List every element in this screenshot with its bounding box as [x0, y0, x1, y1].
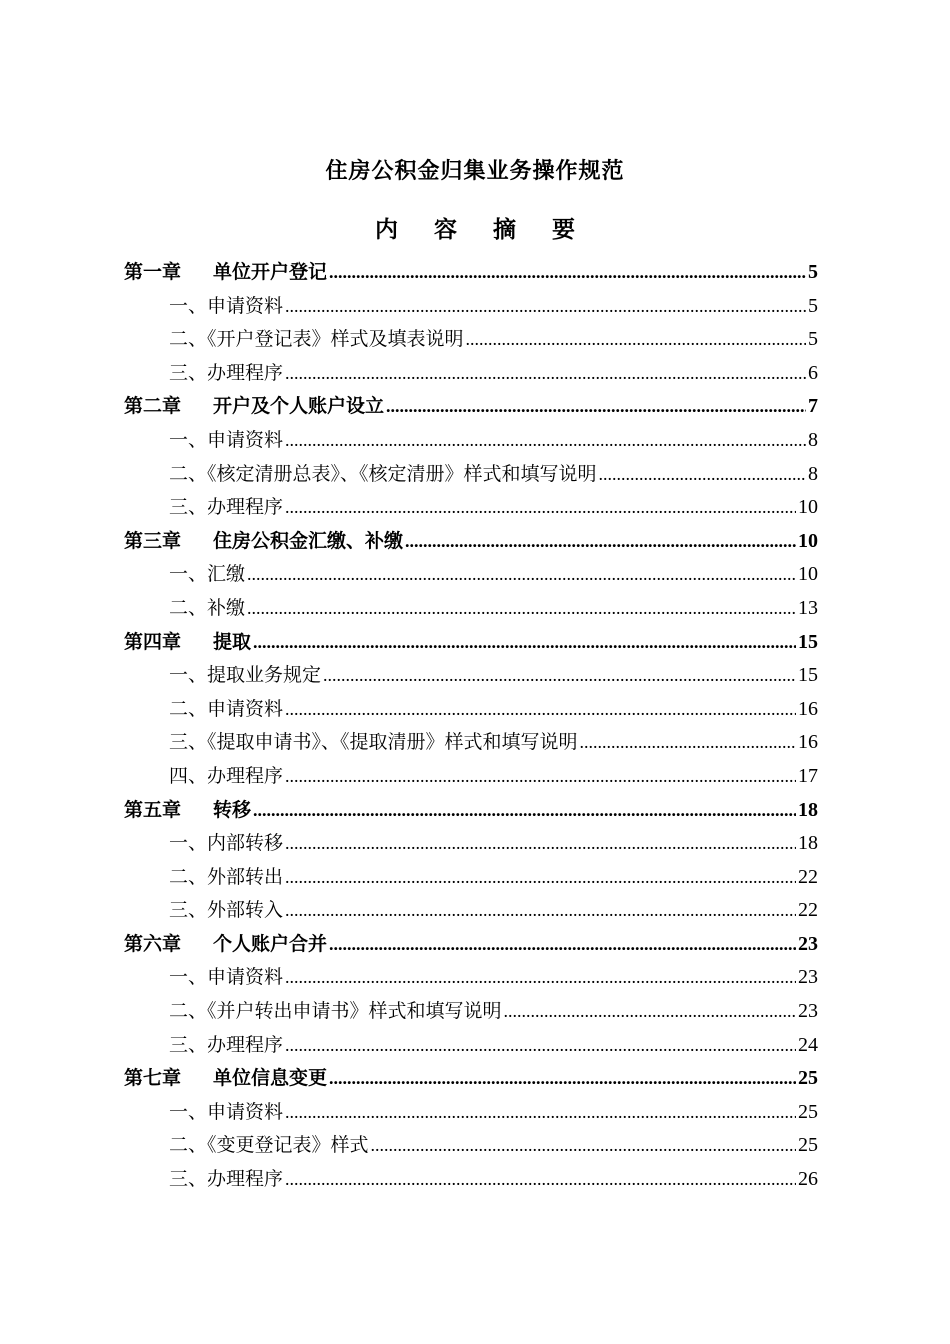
- toc-section-row[interactable]: [124, 491, 818, 525]
- toc-chapter-row[interactable]: [124, 390, 818, 424]
- toc-entry-title: 一、申请资料: [169, 294, 284, 317]
- toc-page-number: 24: [798, 1033, 818, 1056]
- toc-section-row[interactable]: [124, 894, 818, 928]
- toc-section-row[interactable]: [124, 726, 818, 760]
- toc-dot-leader: [247, 592, 796, 626]
- document-title: 住房公积金归集业务操作规范: [325, 159, 625, 184]
- toc-entry-title: 二、《核定清册总表》、《核定清册》样式和填写说明: [169, 462, 597, 485]
- toc-dot-leader: [247, 558, 796, 592]
- toc-section-row[interactable]: [124, 1029, 818, 1063]
- toc-dot-leader: [285, 760, 796, 794]
- toc-section-row[interactable]: [124, 1163, 818, 1197]
- toc-page-number: 10: [798, 529, 818, 552]
- toc-section-row[interactable]: [124, 861, 818, 895]
- toc-entry-title: 二、补缴: [169, 596, 246, 619]
- toc-page-number: 15: [798, 664, 818, 687]
- toc-entry-title: 单位开户登记: [213, 261, 328, 283]
- toc-entry-title: 开户及个人账户设立: [213, 395, 385, 418]
- toc-page-number: 25: [798, 1067, 818, 1090]
- toc-dot-leader: [466, 323, 806, 357]
- toc-dot-leader: [285, 491, 796, 525]
- toc-dot-leader: [285, 861, 796, 895]
- toc-dot-leader: [371, 1129, 796, 1163]
- toc-entry-title: 三、办理程序: [169, 496, 284, 519]
- toc-page-number: 16: [798, 731, 818, 754]
- toc-entry-title: 三、办理程序: [169, 361, 284, 384]
- toc-page-number: 10: [798, 563, 818, 586]
- toc-entry-title: 四、办理程序: [169, 764, 284, 787]
- toc-page-number: 25: [798, 1134, 818, 1157]
- toc-dot-leader: [285, 424, 806, 458]
- toc-chapter-number: 第三章: [124, 529, 182, 552]
- toc-section-row[interactable]: [124, 1096, 818, 1130]
- toc-section-row[interactable]: [124, 1129, 818, 1163]
- toc-chapter-number: 第六章: [124, 932, 182, 955]
- toc-heading: 内 容 摘 要: [374, 216, 590, 243]
- toc-entry-title: 个人账户合并: [213, 932, 328, 955]
- toc-entry-title: 二、申请资料: [169, 697, 284, 720]
- toc-entry-title: 单位信息变更: [213, 1067, 328, 1090]
- toc-chapter-number: 第五章: [124, 798, 182, 821]
- toc-page-number: 10: [798, 496, 818, 519]
- toc-chapter-number: 第二章: [124, 395, 182, 418]
- toc-page-number: 23: [798, 966, 818, 989]
- toc-section-row[interactable]: [124, 693, 818, 727]
- toc-entry-title: 二、《开户登记表》样式及填表说明: [169, 328, 464, 351]
- toc-page-number: 15: [798, 630, 818, 653]
- toc-page-number: 22: [798, 865, 818, 888]
- toc-page-number: 26: [798, 1168, 818, 1191]
- toc-entry-title: 二、《并户转出申请书》样式和填写说明: [169, 1000, 502, 1023]
- toc-entry-title: 一、申请资料: [169, 1100, 284, 1123]
- toc-entry-title: 二、外部转出: [169, 865, 284, 888]
- toc-page-number: 17: [798, 764, 818, 787]
- toc-section-row[interactable]: [124, 357, 818, 391]
- toc-page-number: 22: [798, 899, 818, 922]
- toc-dot-leader: [329, 256, 806, 290]
- toc-section-row[interactable]: [124, 290, 818, 324]
- toc-page-number: 7: [808, 395, 818, 418]
- toc-entry-title: 一、提取业务规定: [169, 664, 322, 687]
- toc-section-row[interactable]: [124, 323, 818, 357]
- toc-dot-leader: [599, 458, 806, 492]
- toc-chapter-row[interactable]: [124, 794, 818, 828]
- toc-dot-leader: [285, 357, 806, 391]
- toc-entry-title: 三、外部转入: [169, 899, 284, 922]
- toc-section-row[interactable]: [124, 760, 818, 794]
- toc-entry-title: 提取: [213, 630, 252, 653]
- toc-chapter-number: 第四章: [124, 630, 182, 653]
- toc-entry-title: 一、申请资料: [169, 966, 284, 989]
- toc-dot-leader: [386, 390, 806, 424]
- toc-dot-leader: [253, 794, 796, 828]
- toc-page-number: 13: [798, 596, 818, 619]
- toc-page-number: 25: [798, 1100, 818, 1123]
- toc-dot-leader: [580, 726, 796, 760]
- toc-section-row[interactable]: [124, 424, 818, 458]
- toc-section-row[interactable]: [124, 558, 818, 592]
- toc-section-row[interactable]: [124, 827, 818, 861]
- toc-page-number: 18: [798, 832, 818, 855]
- toc-dot-leader: [323, 659, 796, 693]
- toc-dot-leader: [285, 1163, 796, 1197]
- toc-page-number: 16: [798, 697, 818, 720]
- toc-section-row[interactable]: [124, 995, 818, 1029]
- toc-chapter-row[interactable]: [124, 1062, 818, 1096]
- toc-section-row[interactable]: [124, 458, 818, 492]
- toc-entry-title: 住房公积金汇缴、补缴: [213, 529, 404, 552]
- toc-dot-leader: [253, 626, 796, 660]
- toc-page-number: 5: [808, 328, 818, 351]
- toc-entry-title: 一、申请资料: [169, 428, 284, 451]
- table-of-contents: [124, 256, 818, 1197]
- toc-dot-leader: [285, 290, 806, 324]
- toc-chapter-row[interactable]: [124, 525, 818, 559]
- toc-chapter-row[interactable]: [124, 928, 818, 962]
- toc-dot-leader: [285, 1096, 796, 1130]
- toc-entry-title: 一、汇缴: [169, 563, 246, 586]
- toc-entry-title: 二、《变更登记表》样式: [169, 1134, 369, 1157]
- toc-chapter-number: 第七章: [124, 1067, 182, 1090]
- toc-dot-leader: [329, 928, 796, 962]
- toc-section-row[interactable]: [124, 592, 818, 626]
- toc-entry-title: 转移: [213, 798, 252, 821]
- toc-dot-leader: [329, 1062, 796, 1096]
- toc-dot-leader: [285, 894, 796, 928]
- toc-entry-title: 三、《提取申请书》、《提取清册》样式和填写说明: [169, 731, 578, 754]
- toc-dot-leader: [285, 693, 796, 727]
- toc-page-number: 23: [798, 932, 818, 955]
- toc-section-row[interactable]: [124, 961, 818, 995]
- toc-dot-leader: [285, 827, 796, 861]
- toc-dot-leader: [504, 995, 796, 1029]
- toc-entry-title: 一、内部转移: [169, 832, 284, 855]
- toc-entry-title: 三、办理程序: [169, 1168, 284, 1191]
- toc-page-number: 5: [808, 294, 818, 317]
- toc-dot-leader: [405, 525, 796, 559]
- toc-page-number: 6: [808, 361, 818, 384]
- toc-dot-leader: [285, 1029, 796, 1063]
- toc-page-number: 8: [808, 428, 818, 451]
- toc-page-number: 8: [808, 462, 818, 485]
- toc-page-number: 23: [798, 1000, 818, 1023]
- toc-chapter-row[interactable]: [124, 626, 818, 660]
- toc-chapter-row[interactable]: [124, 256, 818, 290]
- toc-page-number: 5: [808, 261, 818, 283]
- toc-section-row[interactable]: [124, 659, 818, 693]
- toc-chapter-number: 第一章: [124, 261, 182, 283]
- toc-entry-title: 三、办理程序: [169, 1033, 284, 1056]
- toc-dot-leader: [285, 961, 796, 995]
- toc-page-number: 18: [798, 798, 818, 821]
